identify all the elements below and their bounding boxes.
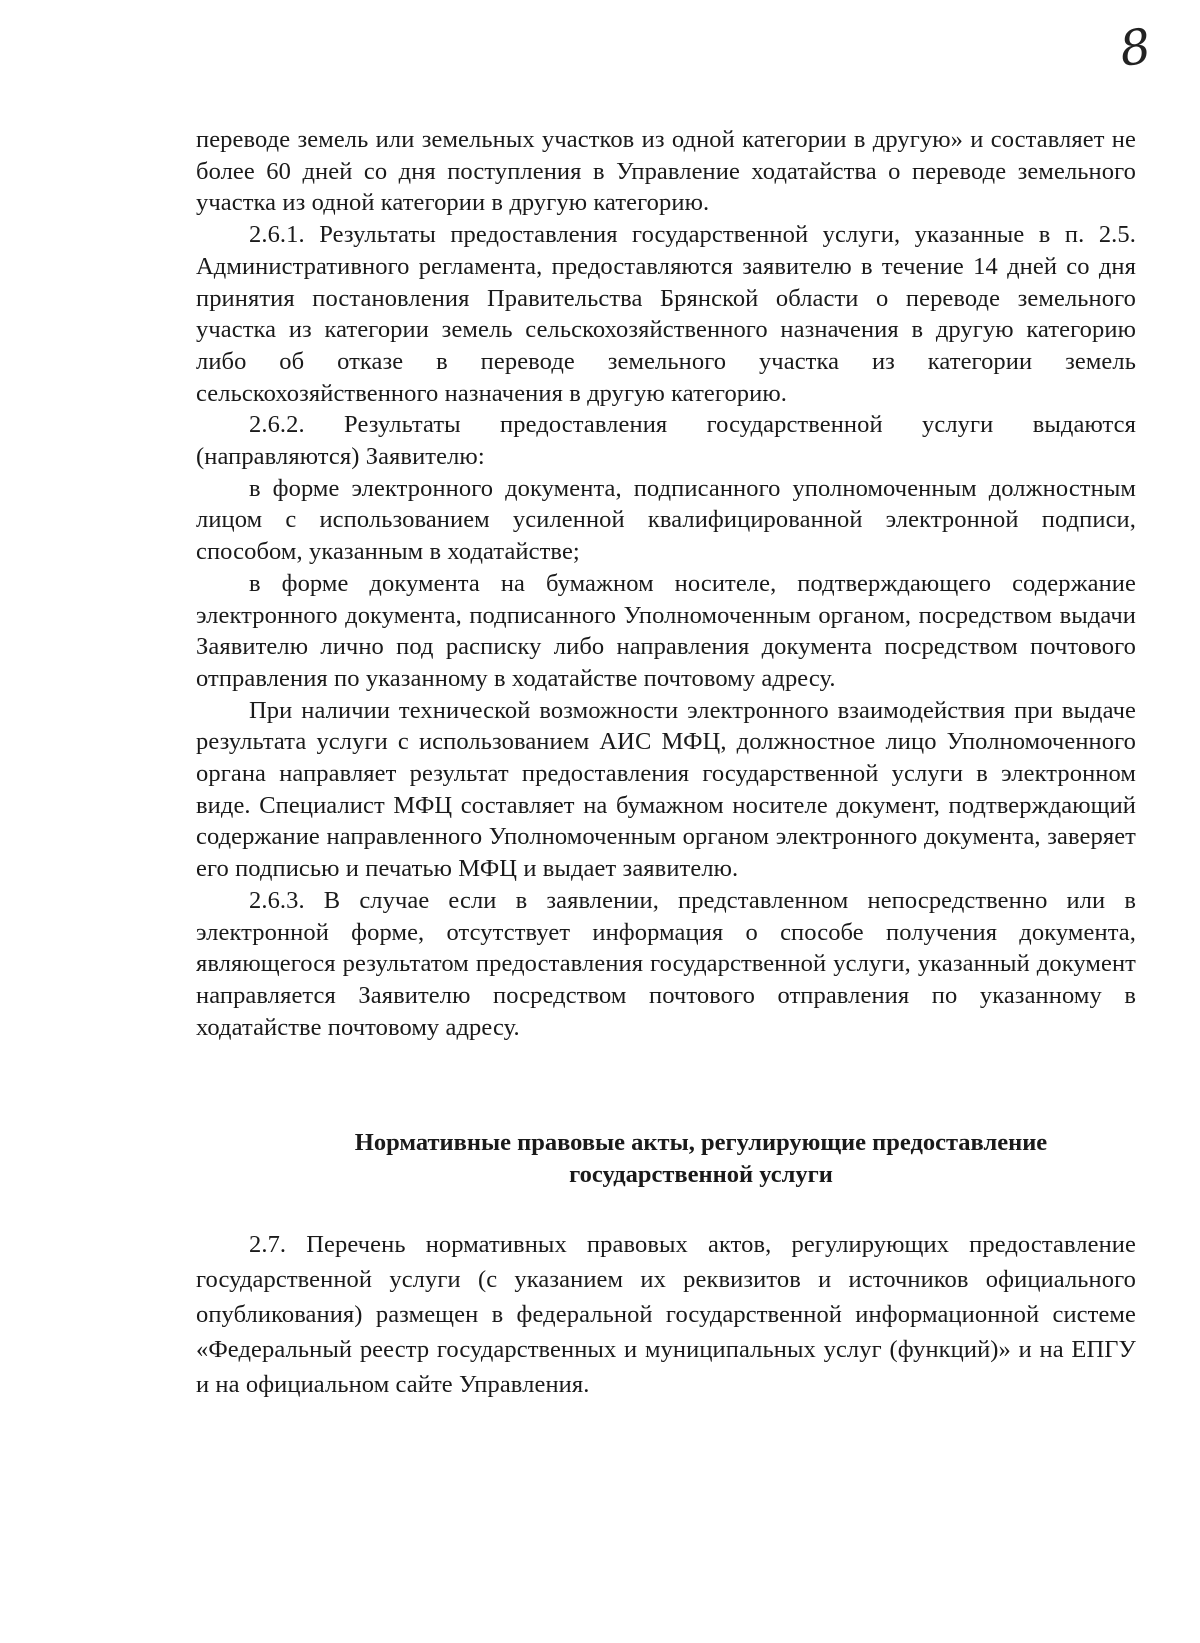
- section-heading-line-2: государственной услуги: [569, 1161, 833, 1189]
- paragraph-2-7: 2.7. Перечень нормативных правовых актов, регулирующих предоставление государственной услуги (с указанием их реквизитов и источников официального опубликования) размещен в федеральной государственной информационной системе «Федеральный реестр государственных и муниципальных услуг (функций)» и на ЕПГУ и на официальном сайте Управления.: [196, 1231, 1136, 1399]
- page-number: 8: [1116, 18, 1155, 78]
- paragraph-continuation: переводе земель или земельных участков из одной категории в другую» и составляет не более 60 дней со дня поступления в Управление ходатайства о переводе земельного участка из одной категории в другую категорию.: [196, 126, 1136, 217]
- section-heading: [196, 1127, 1136, 1191]
- paragraph-2-6-1: 2.6.1. Результаты предоставления государственной услуги, указанные в п. 2.5. Административного регламента, предоставляются заявителю в течение 14 дней со дня принятия постановления Правительства Брянской области о переводе земельного участка из категории земель сельскохозяйственного назначения в другую категорию либо об отказе в переводе земельного участка из категории земель сельскохозяйственного назначения в другую категорию.: [196, 221, 1136, 407]
- document-body: [196, 124, 1136, 1402]
- paragraph-mfc: При наличии технической возможности электронного взаимодействия при выдаче результата услуги с использованием АИС МФЦ, должностное лицо Уполномоченного органа направляет результат предоставления государственной услуги в электронном виде. Специалист МФЦ составляет на бумажном носителе документ, подтверждающий содержание направленного Уполномоченным органом электронного документа, заверяет его подписью и печатью МФЦ и выдает заявителю.: [196, 696, 1136, 883]
- paragraph-2-6-3: 2.6.3. В случае если в заявлении, представленном непосредственно или в электронной форме, отсутствует информация о способе получения документа, являющегося результатом предоставления государственной услуги, указанный документ направляется Заявителю посредством почтового отправления по указанному в ходатайстве почтовому адресу.: [196, 886, 1136, 1041]
- paragraph-2-6-2: 2.6.2. Результаты предоставления государственной услуги выдаются (направляются) Заявителю:: [196, 411, 1136, 471]
- section-heading-line-1: Нормативные правовые акты, регулирующие предоставление: [354, 1129, 1048, 1157]
- paragraph-paper-form: в форме документа на бумажном носителе, подтверждающего содержание электронного документа, подписанного Уполномоченным органом, посредством выдачи Заявителю лично под расписку либо направления документа посредством почтового отправления по указанному в ходатайстве почтовому адресу.: [196, 569, 1136, 692]
- section-body: [196, 1227, 1136, 1402]
- paragraph-electronic-form: в форме электронного документа, подписанного уполномоченным должностным лицом с использованием усиленной квалифицированной электронной подписи, способом, указанным в ходатайстве;: [196, 474, 1136, 566]
